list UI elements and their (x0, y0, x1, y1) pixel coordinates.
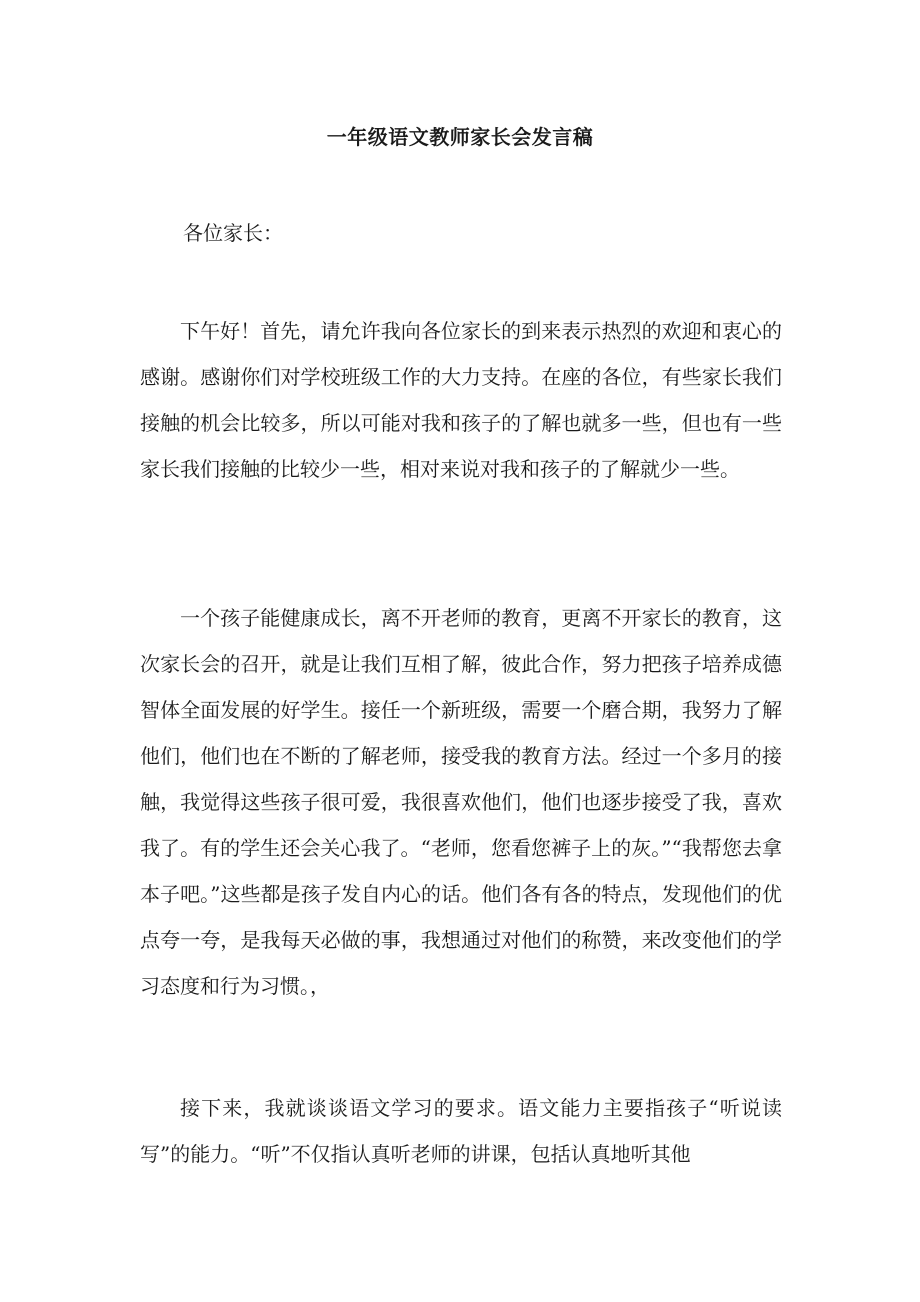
paragraph-cooperation: 一个孩子能健康成长，离不开老师的教育，更离不开家长的教育，这次家长会的召开，就是让我们互相了解，彼此合作，努力把孩子培养成德智体全面发展的好学生。接任一个新班级，需要一个磨合期，我努力了解他们，他们也在不断的了解老师，接受我的教育方法。经过一个多月的接触，我觉得这些孩子很可爱，我很喜欢他们，他们也逐步接受了我，喜欢我了。有的学生还会关心我了。“老师，您看您裤子上的灰。”“我帮您去拿本子吧。”这些都是孩子发自内心的话。他们各有各的特点，发现他们的优点夸一夸，是我每天必做的事，我想通过对他们的称赞，来改变他们的学习态度和行为习惯。， (140, 606, 782, 998)
greeting: 各位家长： (183, 221, 283, 245)
paragraph-chinese-requirements: 接下来，我就谈谈语文学习的要求。语文能力主要指孩子“听说读写”的能力。“听”不仅指认真听老师的讲课，包括认真地听其他 (140, 1096, 782, 1166)
document-title: 一年级语文教师家长会发言稿 (326, 125, 594, 149)
paragraph-welcome: 下午好！首先，请允许我向各位家长的到来表示热烈的欢迎和衷心的感谢。感谢你们对学校班级工作的大力支持。在座的各位，有些家长我们接触的机会比较多，所以可能对我和孩子的了解也就多一些，但也有一些家长我们接触的比较少一些，相对来说对我和孩子的了解就少一些。 (140, 319, 782, 481)
